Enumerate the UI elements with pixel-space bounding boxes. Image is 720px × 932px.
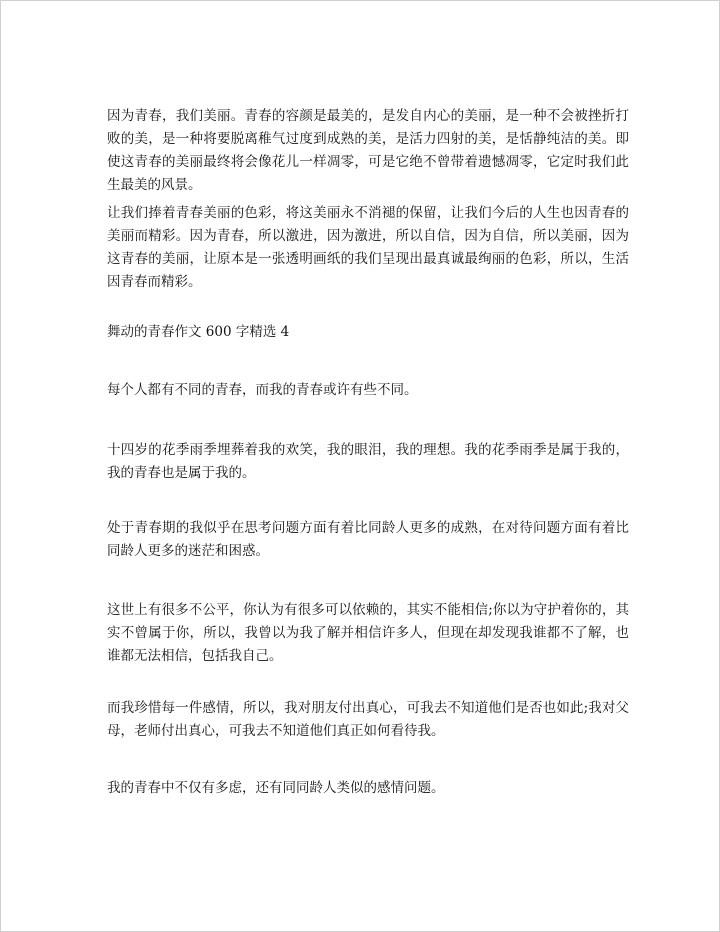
paragraph-3: 每个人都有不同的青春，而我的青春或许有些不同。 bbox=[107, 382, 418, 398]
paragraph-2: 让我们捧着青春美丽的色彩，将这美丽永不消褪的保留，让我们今后的人生也因青春的美丽而精彩。因为青春，所以激进，因为激进，所以自信，因为自信，所以美丽，因为这青春的美丽，让原本是一张透明画纸的我们呈现出最真诚最绚丽的色彩，所以，生活因青春而精彩。 bbox=[107, 205, 629, 290]
paragraph-4: 十四岁的花季雨季埋葬着我的欢笑，我的眼泪，我的理想。我的花季雨季是属于我的，我的青春也是属于我的。 bbox=[107, 442, 629, 481]
paragraph-1: 因为青春，我们美丽。青春的容颜是最美的，是发自内心的美丽，是一种不会被挫折打败的美，是一种将要脱离稚气过度到成熟的美，是活力四射的美，是恬静纯洁的美。即使这青春的美丽最终将会像花儿一样凋零，可是它绝不曾带着遗憾凋零，它定时我们此生最美的风景。 bbox=[107, 108, 629, 193]
section-heading: 舞动的青春作文 600 字精选 4 bbox=[107, 324, 290, 340]
paragraph-5: 处于青春期的我似乎在思考问题方面有着比同龄人更多的成熟，在对待问题方面有着比同龄人更多的迷茫和困惑。 bbox=[107, 520, 629, 559]
paragraph-6: 这世上有很多不公平，你认为有很多可以依赖的，其实不能相信;你以为守护着你的，其实不曾属于你，所以，我曾以为我了解并相信许多人，但现在却发现我谁都不了解，也谁都无法相信，包括我自己。 bbox=[107, 602, 629, 664]
paragraph-8: 我的青春中不仅有多虑，还有同同龄人类似的感情问题。 bbox=[107, 780, 445, 796]
paragraph-7: 而我珍惜每一件感情，所以，我对朋友付出真心，可我去不知道他们是否也如此;我对父母，老师付出真心，可我去不知道他们真正如何看待我。 bbox=[107, 700, 629, 739]
